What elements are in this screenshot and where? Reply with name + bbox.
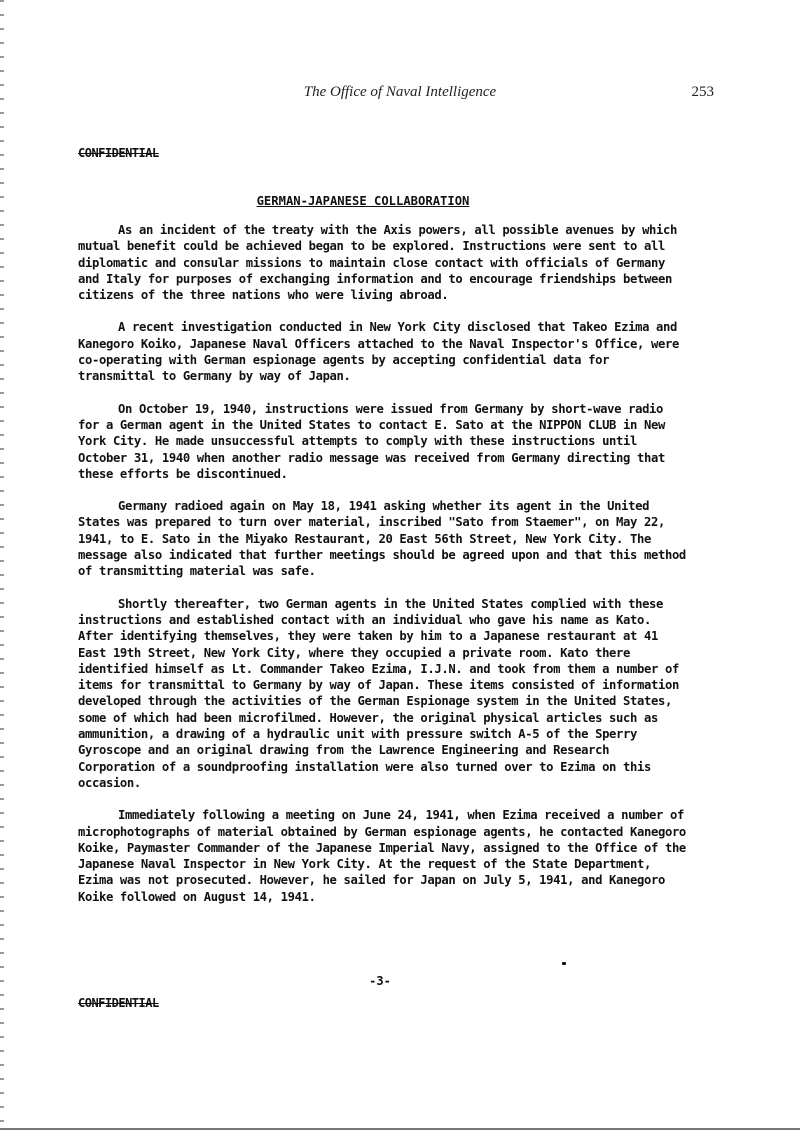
footer-page-number: -3-: [369, 974, 391, 988]
paragraph-5: Shortly thereafter, two German agents in the United States complied with these instructions and established contact with an individual who gave his name as Kato. After identifying themselves, they were taken by him to a Japanese restaurant at 41 East 19th Street, New York City, where they occupied a private room. Kato there identified himself as Lt. Commander Takeo Ezima, I.J.N. and took from them a number of items for transmittal to Germany by way of Japan. These items consisted of information developed through the activities of the German Espionage system in the United States, some of which had been microfilmed. However, the original physical articles such as ammunition, a drawing of a hydraulic unit with pressure switch A-5 of the Sperry Gyroscope and an original drawing from the Lawrence Engineering and Research Corporation of a soundproofing installation were also turned over to Ezima on this occasion.: [78, 596, 679, 790]
scan-margin-marks: [0, 0, 4, 1134]
page-bottom-rule: [0, 1128, 800, 1130]
body-text: [78, 222, 688, 921]
running-header-title: The Office of Naval Intelligence: [303, 84, 497, 100]
section-heading: GERMAN-JAPANESE COLLABORATION: [256, 194, 470, 208]
paragraph-6: Immediately following a meeting on June 24, 1941, when Ezima received a number of microphotographs of material obtained by German espionage agents, he contacted Kanegoro Koike, Paymaster Commander of the Japanese Imperial Navy, assigned to the Office of the Japanese Naval Inspector in New York City. At the request of the State Department, Ezima was not prosecuted. However, he sailed for Japan on July 5, 1941, and Kanegoro Koike followed on August 14, 1941.: [78, 808, 686, 904]
confidential-stamp-top: CONFIDENTIAL: [78, 146, 159, 160]
scan-speck: [562, 962, 566, 965]
paragraph-3: On October 19, 1940, instructions were issued from Germany by short-wave radio for a German agent in the United States to contact E. Sato at the NIPPON CLUB in New York City. He made unsuccessful attempts to comply with these instructions until October 31, 1940 when another radio message was received from Germany directing that these efforts be discontinued.: [78, 401, 665, 481]
paragraph-4: Germany radioed again on May 18, 1941 asking whether its agent in the United States was prepared to turn over material, inscribed "Sato from Staemer", on May 22, 1941, to E. Sato in the Miyako Restaurant, 20 East 56th Street, New York City. The message also indicated that further meetings should be agreed upon and that this method of transmitting material was safe.: [78, 499, 686, 579]
confidential-stamp-bottom: CONFIDENTIAL: [78, 996, 159, 1010]
running-header-page-number: 253: [691, 84, 714, 100]
paragraph-2: A recent investigation conducted in New York City disclosed that Takeo Ezima and Kanegoro Koiko, Japanese Naval Officers attached to the Naval Inspector's Office, were co-operating with German espionage agents by accepting confidential data for transmittal to Germany by way of Japan.: [78, 320, 679, 384]
paragraph-1: As an incident of the treaty with the Axis powers, all possible avenues by which mutual benefit could be achieved began to be explored. Instructions were sent to all diplomatic and consular missions to maintain close contact with officials of Germany and Italy for purposes of exchanging information and to encourage friendships between citizens of the three nations who were living abroad.: [78, 223, 678, 303]
